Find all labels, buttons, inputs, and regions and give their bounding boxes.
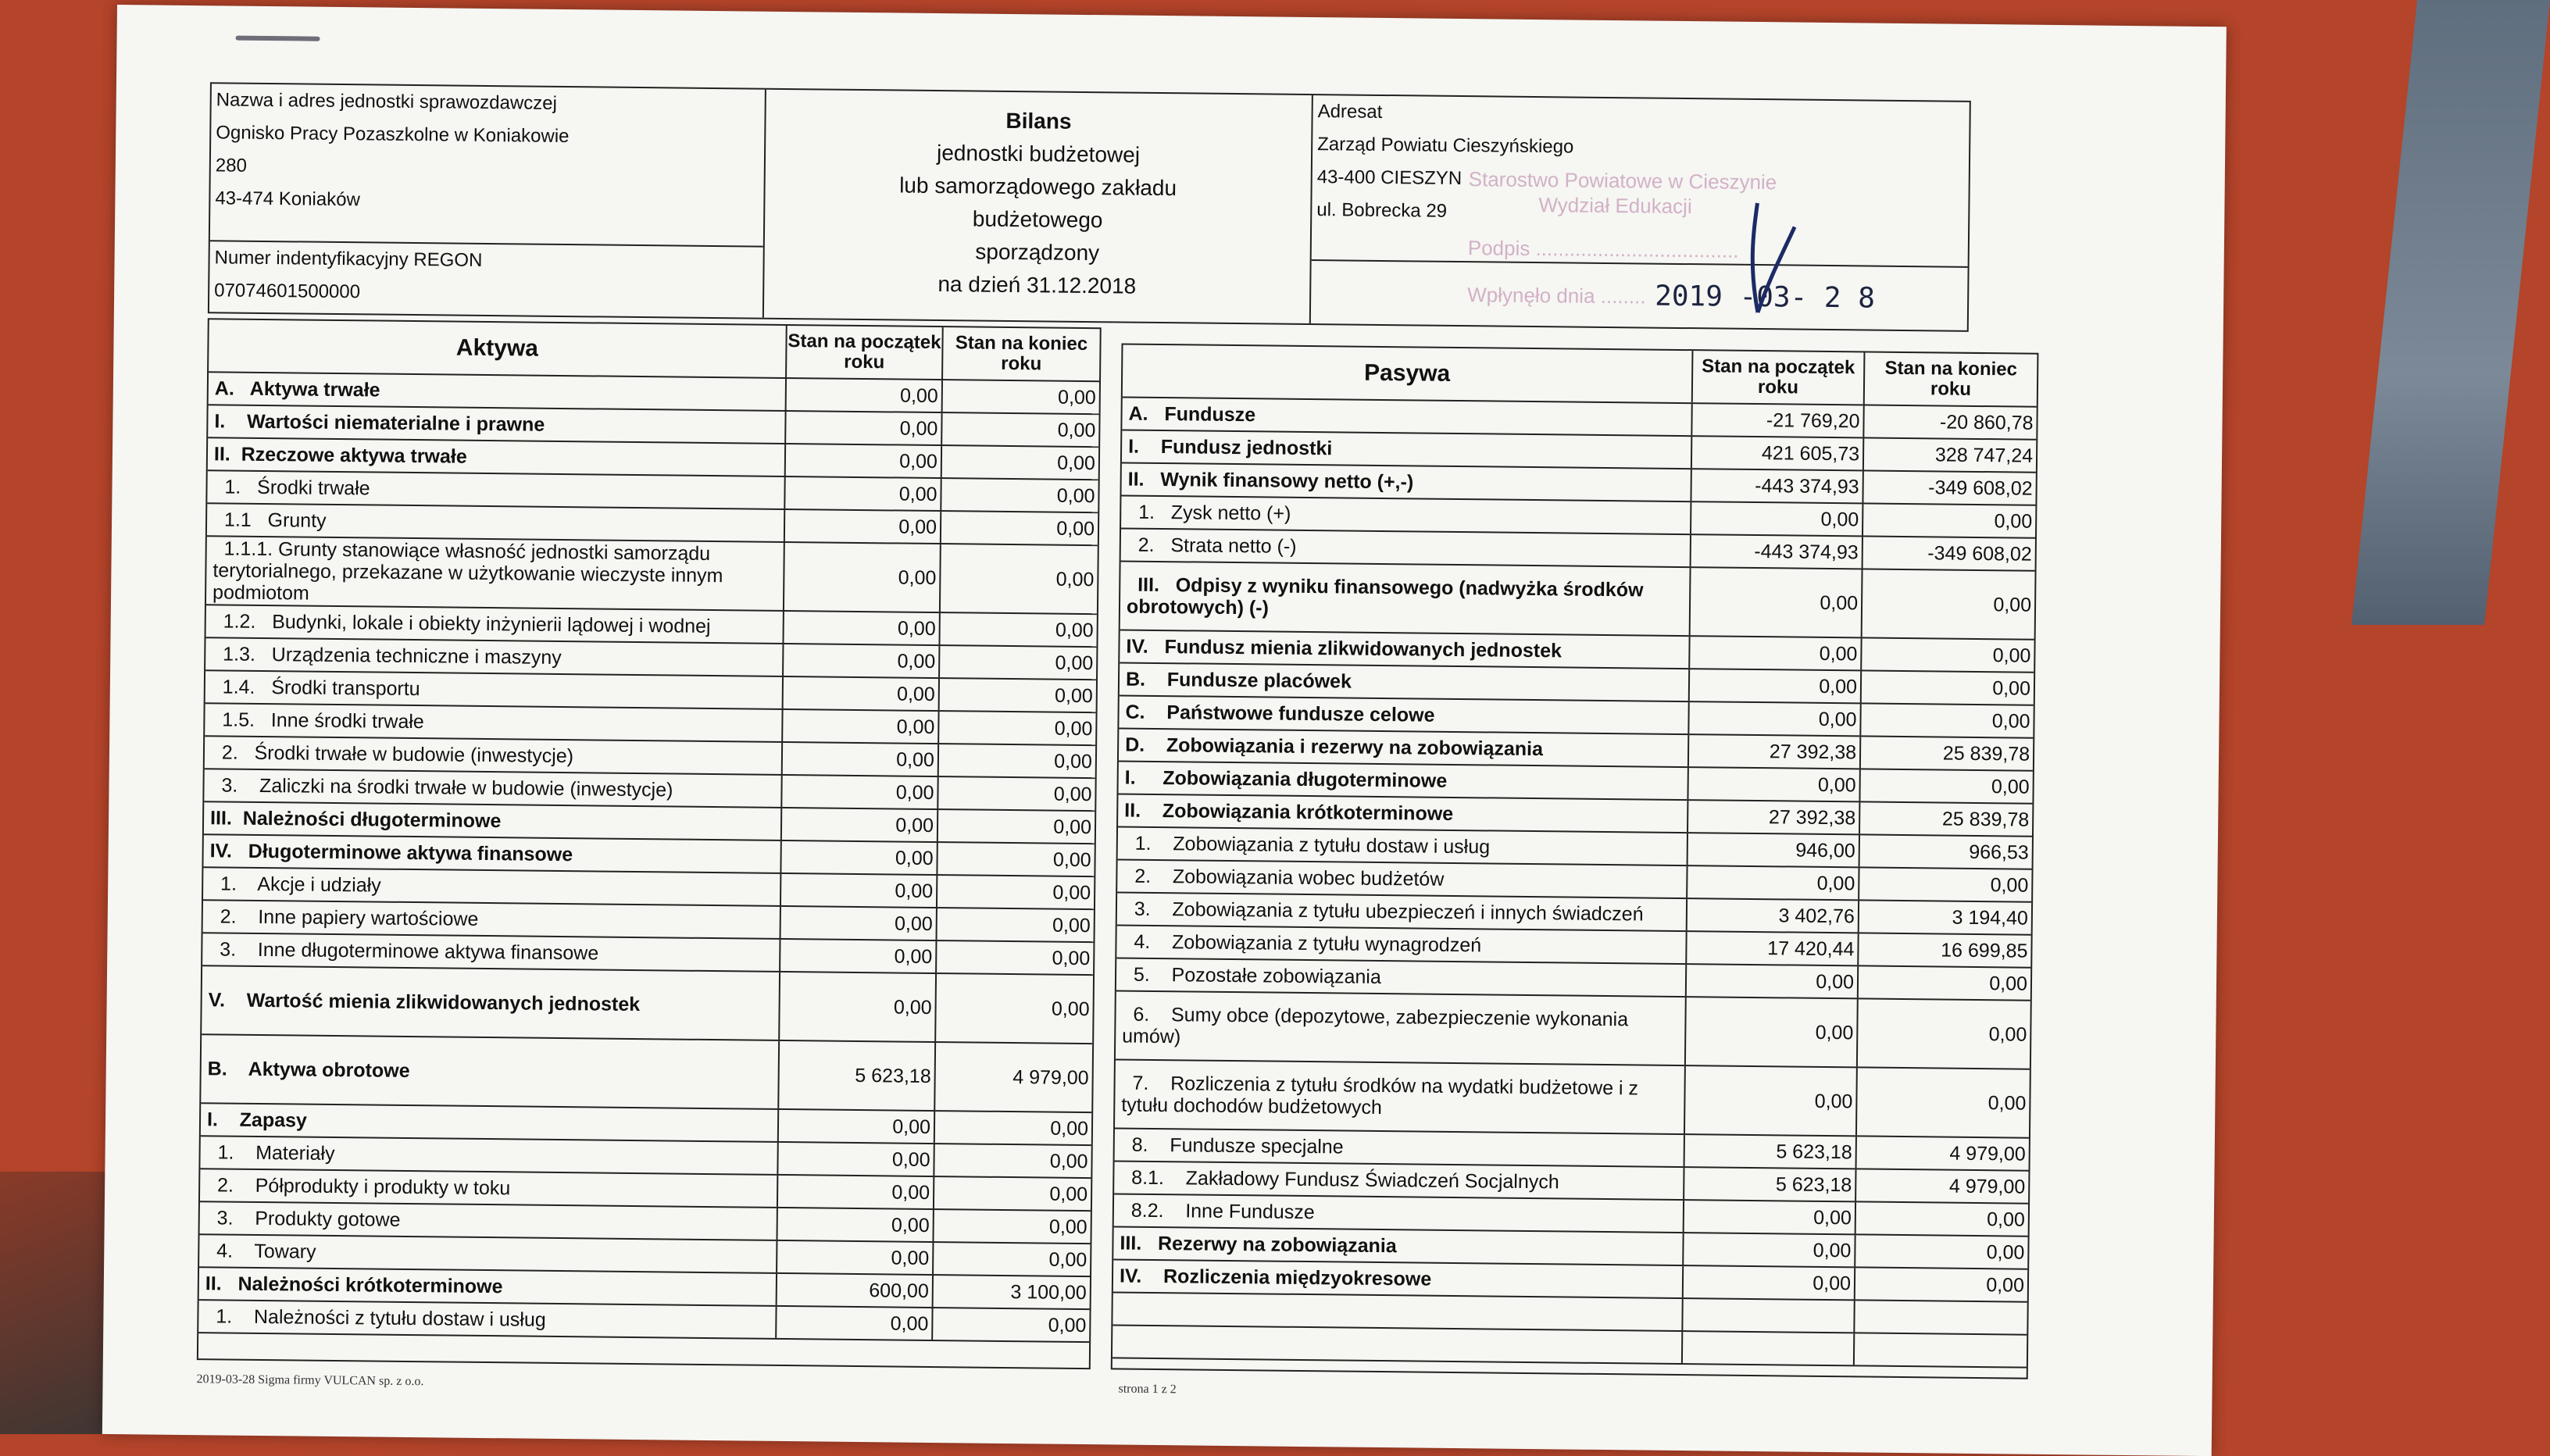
value-end-of-year: 25 839,78 bbox=[1941, 808, 2030, 831]
column-label-header: Aktywa bbox=[209, 319, 788, 377]
value-start-of-year: 0,00 bbox=[1684, 1201, 1856, 1233]
row-label: III. Rezerwy na zobowiązania bbox=[1113, 1227, 1684, 1265]
value-end-of-year: 0,00 bbox=[1057, 451, 1096, 474]
value-start-of-year: 0,00 bbox=[1686, 997, 1859, 1066]
value-start-of-year: -443 374,93 bbox=[1691, 535, 1863, 568]
value-end-of-year: 25 839,78 bbox=[1942, 742, 2030, 765]
row-label: D. Zobowiązania i rezerwy na zobowiązania bbox=[1119, 729, 1689, 766]
row-label: 1.4. Środki transportu bbox=[205, 671, 784, 708]
value-end-of-year: 0,00 bbox=[1055, 619, 1094, 641]
row-label: 2. Środki trwałe w budowie (inwestycje) bbox=[205, 737, 783, 774]
row-label: 3. Zaliczki na środki trwałe w budowie (inwestycje) bbox=[204, 769, 782, 807]
report-date: na dzień 31.12.2018 bbox=[938, 272, 1137, 298]
value-start-of-year: 0,00 bbox=[1684, 1266, 1855, 1299]
value-start-of-year: 0,00 bbox=[779, 1110, 935, 1143]
value-start-of-year: 0,00 bbox=[785, 510, 941, 543]
row-label: I. Zapasy bbox=[201, 1104, 779, 1141]
row-label: I. Wartości niematerialne i prawne bbox=[208, 405, 786, 443]
value-end-of-year: 0,00 bbox=[1048, 1248, 1088, 1271]
value-start-of-year: -443 374,93 bbox=[1691, 469, 1863, 502]
table-row bbox=[1116, 991, 2030, 1069]
value-start-of-year: 0,00 bbox=[785, 477, 941, 510]
row-label: 1.1.1. Grunty stanowiące własność jednostki samorządu terytorialnego, przekazane w użytkowanie wieczyste innym podmiotom bbox=[206, 537, 785, 610]
value-end-of-year: 0,00 bbox=[1991, 709, 2030, 733]
row-label: 8.2. Inne Fundusze bbox=[1114, 1194, 1684, 1232]
value-end-of-year: 0,00 bbox=[1053, 783, 1092, 805]
row-label: 1. Materiały bbox=[200, 1137, 778, 1174]
row-label: 2. Inne papiery wartościowe bbox=[203, 901, 781, 938]
value-start-of-year: 0,00 bbox=[781, 841, 938, 874]
value-start-of-year: 0,00 bbox=[782, 776, 938, 808]
value-end-of-year: -20 860,78 bbox=[1939, 410, 2034, 434]
value-end-of-year: 3 100,00 bbox=[1010, 1280, 1087, 1304]
footer-page-number: strona 1 z 2 bbox=[1118, 1382, 1177, 1397]
value-start-of-year: 0,00 bbox=[780, 940, 937, 972]
assets-table bbox=[197, 318, 1102, 1369]
value-end-of-year: 0,00 bbox=[1990, 873, 2029, 897]
value-end-of-year: 0,00 bbox=[1987, 1208, 2025, 1231]
addressee-street: ul. Bobrecka 29 bbox=[1316, 199, 1448, 222]
value-end-of-year: 0,00 bbox=[1054, 717, 1093, 740]
value-start-of-year: 600,00 bbox=[777, 1274, 934, 1307]
row-label: 1.1 Grunty bbox=[207, 504, 785, 541]
regon-block bbox=[209, 240, 763, 312]
value-end-of-year: 0,00 bbox=[1055, 568, 1095, 591]
value-end-of-year: 0,00 bbox=[1052, 881, 1091, 904]
value-end-of-year: -349 608,02 bbox=[1927, 541, 2032, 566]
value-start-of-year bbox=[1683, 1299, 1855, 1332]
row-label: 8.1. Zakładowy Fundusz Świadczeń Socjalnych bbox=[1114, 1162, 1684, 1199]
value-end-of-year: 0,00 bbox=[1048, 1314, 1087, 1336]
value-end-of-year: 0,00 bbox=[1056, 484, 1095, 507]
value-end-of-year: 0,00 bbox=[1988, 1091, 2027, 1115]
value-start-of-year: 0,00 bbox=[781, 907, 938, 940]
row-label: 3. Inne długoterminowe aktywa finansowe bbox=[202, 933, 780, 971]
table-row bbox=[206, 537, 1098, 615]
table-row bbox=[202, 966, 1093, 1044]
row-label: II. Zobowiązania krótkoterminowe bbox=[1118, 794, 1688, 832]
value-end-of-year: -349 608,02 bbox=[1928, 476, 2033, 500]
row-label: 2. Półprodukty i produkty w toku bbox=[200, 1169, 778, 1207]
value-end-of-year: 0,00 bbox=[1054, 684, 1093, 707]
value-end-of-year: 0,00 bbox=[1991, 775, 2030, 798]
regon-value: 07074601500000 bbox=[214, 280, 361, 303]
row-label: II. Należności krótkoterminowe bbox=[199, 1268, 777, 1305]
value-start-of-year: 946,00 bbox=[1688, 833, 1860, 866]
value-start-of-year: 0,00 bbox=[784, 543, 941, 612]
value-start-of-year: 421 605,73 bbox=[1692, 437, 1864, 469]
value-end-of-year: 4 979,00 bbox=[1948, 1175, 2026, 1198]
stamp-signature-line: Podpis .................................... bbox=[1467, 236, 1739, 262]
title-line-5: sporządzony bbox=[975, 239, 1100, 266]
value-end-of-year: 0,00 bbox=[1057, 386, 1096, 409]
row-label bbox=[1112, 1293, 1683, 1330]
value-start-of-year: 27 392,38 bbox=[1688, 801, 1860, 833]
column-start-header: Stan na początek roku bbox=[787, 326, 944, 379]
row-label: IV. Fundusz mienia zlikwidowanych jednostek bbox=[1120, 630, 1690, 668]
row-label: 3. Produkty gotowe bbox=[200, 1202, 778, 1240]
row-label: 5. Pozostałe zobowiązania bbox=[1116, 958, 1687, 996]
value-end-of-year: 0,00 bbox=[1057, 419, 1096, 441]
row-label: 1. Środki trwałe bbox=[207, 471, 785, 509]
value-start-of-year bbox=[1683, 1332, 1855, 1365]
row-label: 1. Zobowiązania z tytułu dostaw i usług bbox=[1118, 827, 1688, 865]
row-label: IV. Rozliczenia międzyokresowe bbox=[1113, 1260, 1684, 1297]
value-end-of-year: 0,00 bbox=[1986, 1240, 2025, 1264]
row-label: 4. Zobowiązania z tytułu wynagrodzeń bbox=[1116, 926, 1687, 963]
value-start-of-year: 27 392,38 bbox=[1689, 735, 1861, 768]
value-start-of-year: 0,00 bbox=[786, 444, 942, 477]
value-start-of-year: 0,00 bbox=[778, 1176, 934, 1208]
row-label: A. Aktywa trwałe bbox=[209, 373, 787, 410]
value-end-of-year: 16 699,85 bbox=[1941, 939, 2028, 962]
row-label: 1.5. Inne środki trwałe bbox=[205, 704, 783, 741]
row-label: 2. Strata netto (-) bbox=[1121, 529, 1691, 566]
row-label: II. Rzeczowe aktywa trwałe bbox=[208, 438, 786, 476]
value-start-of-year: 0,00 bbox=[1688, 866, 1859, 899]
row-label: I. Fundusz jednostki bbox=[1122, 431, 1692, 469]
value-end-of-year: 0,00 bbox=[1053, 815, 1092, 838]
table-header-row bbox=[209, 319, 1100, 382]
value-end-of-year: 0,00 bbox=[1994, 509, 2033, 533]
value-start-of-year: 0,00 bbox=[1691, 502, 1863, 535]
column-start-header: Stan na początek roku bbox=[1693, 351, 1866, 404]
row-label: 2. Zobowiązania wobec budżetów bbox=[1117, 860, 1688, 898]
column-end-header: Stan na koniec roku bbox=[955, 332, 1088, 375]
document-header bbox=[208, 82, 1971, 332]
value-end-of-year: 0,00 bbox=[1052, 914, 1091, 937]
handwritten-signature-icon bbox=[1725, 195, 1797, 321]
value-start-of-year: 0,00 bbox=[1684, 1233, 1855, 1266]
row-label: B. Fundusze placówek bbox=[1120, 663, 1690, 701]
row-label: IV. Długoterminowe aktywa finansowe bbox=[203, 835, 781, 873]
row-label: 1. Zysk netto (+) bbox=[1121, 496, 1691, 534]
value-start-of-year: 5 623,18 bbox=[1684, 1168, 1856, 1201]
table-row bbox=[1115, 1060, 2030, 1138]
footer-software: 2019-03-28 Sigma firmy VULCAN sp. z o.o. bbox=[196, 1372, 424, 1389]
value-start-of-year: 0,00 bbox=[777, 1208, 934, 1241]
value-end-of-year: 0,00 bbox=[1993, 593, 2032, 616]
value-end-of-year: 0,00 bbox=[1992, 644, 2031, 667]
liabilities-table bbox=[1111, 343, 2039, 1379]
value-start-of-year: 0,00 bbox=[782, 808, 938, 841]
value-end-of-year: 0,00 bbox=[1048, 1215, 1088, 1238]
unit-postcode: 43-474 Koniaków bbox=[215, 187, 361, 211]
value-start-of-year: 0,00 bbox=[784, 612, 940, 644]
row-label: A. Fundusze bbox=[1122, 398, 1692, 436]
row-label: C. Państwowe fundusze celowe bbox=[1119, 696, 1689, 733]
value-end-of-year: 0,00 bbox=[1988, 1022, 2027, 1046]
value-start-of-year: 0,00 bbox=[1687, 965, 1859, 997]
value-end-of-year: 0,00 bbox=[1986, 1273, 2025, 1297]
value-end-of-year: 0,00 bbox=[1054, 750, 1093, 773]
row-label: II. Wynik finansowy netto (+,-) bbox=[1121, 463, 1691, 501]
value-start-of-year: 0,00 bbox=[784, 644, 940, 677]
document-title: Bilans bbox=[1005, 108, 1072, 134]
row-label: 1. Akcje i udziały bbox=[203, 868, 781, 905]
addressee-city: 43-400 CIESZYN bbox=[1316, 166, 1462, 190]
value-end-of-year: 3 194,40 bbox=[1952, 906, 2029, 930]
row-label: V. Wartość mienia zlikwidowanych jednostek bbox=[202, 966, 780, 1040]
value-start-of-year: 0,00 bbox=[777, 1241, 934, 1274]
table-row bbox=[1120, 562, 2035, 640]
value-start-of-year: 0,00 bbox=[787, 379, 943, 412]
value-start-of-year: -21 769,20 bbox=[1692, 404, 1864, 437]
document-title-cell bbox=[764, 90, 1313, 323]
title-line-3: lub samorządowego zakładu bbox=[899, 173, 1177, 201]
stamp-department: Wydział Edukacji bbox=[1538, 193, 1692, 219]
value-end-of-year bbox=[1855, 1333, 2027, 1366]
row-label: B. Aktywa obrotowe bbox=[201, 1035, 780, 1108]
received-date: 2019 -03- 2 8 bbox=[1654, 280, 1876, 315]
value-start-of-year: 5 623,18 bbox=[779, 1041, 936, 1110]
value-end-of-year: 4 979,00 bbox=[1949, 1142, 2026, 1165]
stamp-received: Wpłynęło dnia ........ bbox=[1467, 283, 1646, 309]
value-end-of-year: 0,00 bbox=[1989, 972, 2028, 995]
row-label: I. Zobowiązania długoterminowe bbox=[1118, 762, 1688, 799]
regon-label: Numer indentyfikacyjny REGON bbox=[214, 247, 483, 271]
value-start-of-year: 0,00 bbox=[784, 677, 940, 710]
stamp-office: Starostwo Powiatowe w Cieszynie bbox=[1468, 167, 1777, 194]
value-start-of-year: 3 402,76 bbox=[1688, 899, 1859, 932]
row-label: 6. Sumy obce (depozytowe, zabezpieczenie wykonania umów) bbox=[1116, 991, 1687, 1065]
value-start-of-year: 0,00 bbox=[780, 972, 937, 1041]
title-line-4: budżetowego bbox=[972, 206, 1103, 233]
column-end-header: Stan na koniec roku bbox=[1884, 357, 2018, 400]
row-label: 1. Należności z tytułu dostaw i usług bbox=[198, 1301, 777, 1338]
value-start-of-year: 0,00 bbox=[1691, 568, 1863, 637]
reporting-unit-cell bbox=[209, 84, 766, 317]
value-end-of-year: 0,00 bbox=[1056, 517, 1095, 540]
value-start-of-year: 0,00 bbox=[783, 710, 939, 743]
row-label: 8. Fundusze specjalne bbox=[1115, 1129, 1685, 1166]
value-start-of-year: 0,00 bbox=[781, 874, 938, 907]
value-end-of-year: 966,53 bbox=[1969, 840, 2029, 864]
value-end-of-year: 0,00 bbox=[1055, 651, 1094, 674]
value-start-of-year: 5 623,18 bbox=[1685, 1135, 1857, 1168]
value-end-of-year: 328 747,24 bbox=[1934, 443, 2034, 467]
table-header-row bbox=[1123, 345, 2038, 408]
value-start-of-year: 0,00 bbox=[1689, 702, 1861, 735]
value-start-of-year: 0,00 bbox=[777, 1307, 933, 1340]
value-end-of-year: 0,00 bbox=[1049, 1183, 1088, 1205]
value-end-of-year: 0,00 bbox=[1052, 947, 1091, 969]
row-label: 3. Zobowiązania z tytułu ubezpieczeń i innych świadczeń bbox=[1117, 893, 1688, 930]
table-row bbox=[201, 1035, 1092, 1113]
received-row bbox=[1311, 259, 1968, 332]
addressee-cell bbox=[1311, 95, 1970, 330]
unit-caption: Nazwa i adres jednostki sprawozdawczej bbox=[216, 89, 558, 114]
value-start-of-year: 0,00 bbox=[1690, 669, 1862, 702]
pen-mark bbox=[236, 36, 320, 41]
unit-street: 280 bbox=[215, 155, 248, 177]
addressee-name: Zarząd Powiatu Cieszyńskiego bbox=[1317, 134, 1574, 158]
value-end-of-year: 0,00 bbox=[1052, 848, 1091, 871]
value-start-of-year: 0,00 bbox=[778, 1143, 934, 1176]
value-end-of-year bbox=[1855, 1301, 2027, 1333]
column-label-header: Pasywa bbox=[1123, 345, 1694, 403]
row-label: 7. Rozliczenia z tytułu środków na wydatki budżetowe i z tytułu dochodów budżetowych bbox=[1115, 1060, 1686, 1133]
row-label: III. Odpisy z wyniku finansowego (nadwyżka środków obrotowych) (-) bbox=[1120, 562, 1691, 635]
row-label: 1.2. Budynki, lokale i obiekty inżynierii lądowej i wodnej bbox=[206, 605, 784, 643]
value-start-of-year: 0,00 bbox=[1685, 1066, 1858, 1135]
folder-edge bbox=[2352, 0, 2550, 625]
value-end-of-year: 4 979,00 bbox=[1012, 1065, 1089, 1089]
value-start-of-year: 0,00 bbox=[786, 412, 942, 444]
row-label: 1.3. Urządzenia techniczne i maszyny bbox=[205, 638, 784, 676]
value-end-of-year: 0,00 bbox=[1051, 997, 1090, 1020]
value-start-of-year: 0,00 bbox=[1690, 637, 1862, 669]
row-label: III. Należności długoterminowe bbox=[204, 802, 782, 840]
value-end-of-year: 0,00 bbox=[1992, 676, 2031, 700]
title-line-2: jednostki budżetowej bbox=[936, 140, 1141, 167]
row-label: 4. Towary bbox=[199, 1235, 777, 1272]
value-start-of-year: 0,00 bbox=[1688, 768, 1860, 801]
value-end-of-year: 0,00 bbox=[1049, 1150, 1088, 1172]
value-end-of-year: 0,00 bbox=[1050, 1117, 1089, 1140]
row-label bbox=[1112, 1326, 1683, 1363]
addressee-caption: Adresat bbox=[1317, 101, 1383, 123]
value-start-of-year: 0,00 bbox=[783, 743, 939, 776]
balance-sheet-document bbox=[102, 5, 2227, 1456]
value-start-of-year: 17 420,44 bbox=[1687, 932, 1859, 965]
unit-name: Ognisko Pracy Pozaszkolne w Koniakowie bbox=[216, 122, 570, 148]
